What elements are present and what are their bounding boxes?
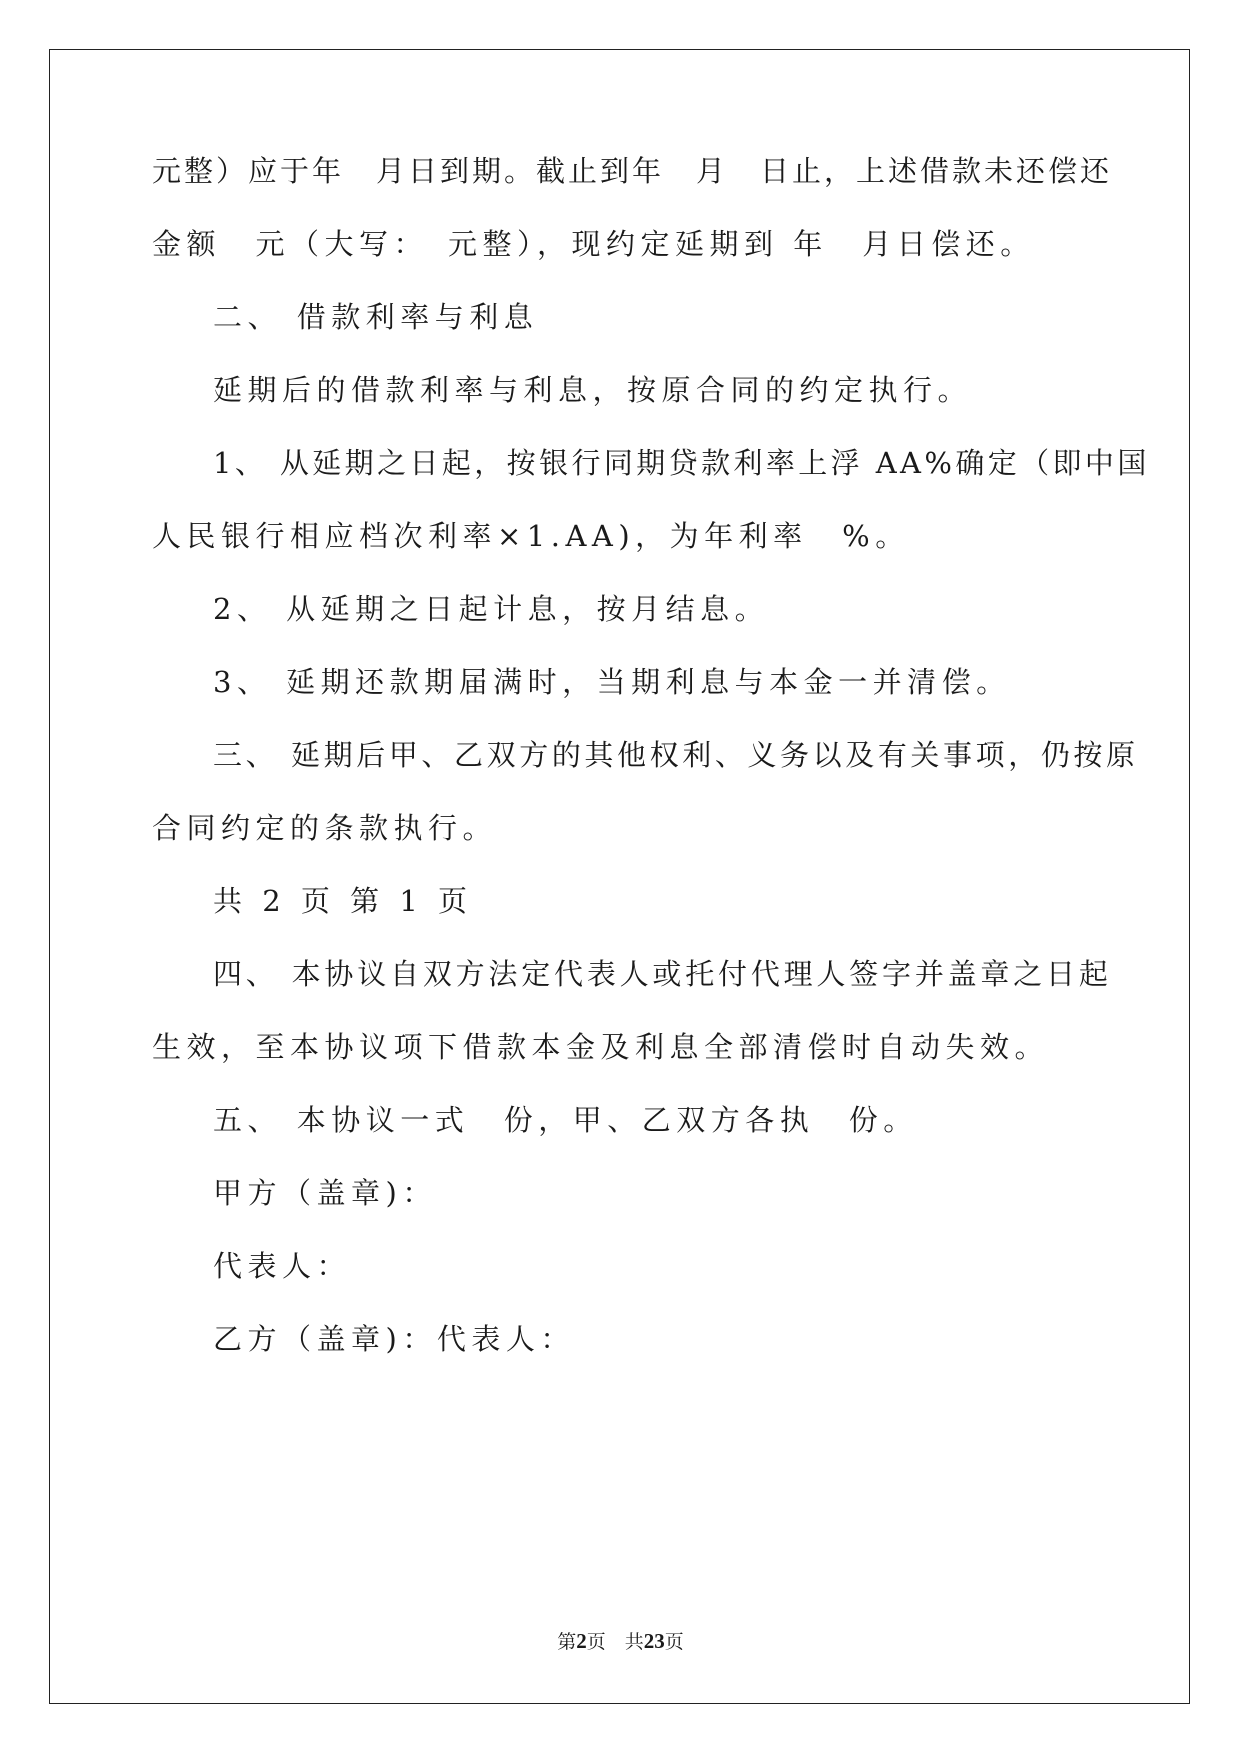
footer-middle: 页 共 [586, 1631, 644, 1653]
footer-current-page: 2 [576, 1629, 587, 1653]
paragraph-line: 1、 从延期之日起，按银行同期贷款利率上浮 AA%确定（即中国 [213, 446, 1150, 480]
paragraph-line: 延期后的借款利率与利息，按原合同的约定执行。 [213, 373, 973, 407]
footer-total-pages: 23 [643, 1629, 665, 1653]
section-heading: 二、 借款利率与利息 [213, 300, 539, 334]
section-heading: 五、 本协议一式 份，甲、乙双方各执 份。 [213, 1103, 918, 1137]
paragraph-line: 2、 从延期之日起计息，按月结息。 [213, 592, 770, 626]
paragraph-line: 合同约定的条款执行。 [152, 811, 498, 845]
paragraph-line: 人民银行相应档次利率×1.AA)，为年利率 %。 [152, 519, 910, 553]
footer-prefix: 第 [557, 1631, 577, 1653]
paragraph-line: 金额 元（大写： 元整），现约定延期到 年 月日偿还。 [152, 227, 1035, 261]
page-footer [0, 1627, 1241, 1654]
inline-page-marker: 共 2 页 第 1 页 [213, 884, 473, 918]
page-border [49, 49, 1190, 1704]
paragraph-line: 生效，至本协议项下借款本金及利息全部清偿时自动失效。 [152, 1030, 1050, 1064]
paragraph-line: 元整）应于年 月日到期。截止到年 月 日止，上述借款未还偿还 [152, 154, 1113, 188]
section-heading: 四、 本协议自双方法定代表人或托付代理人签字并盖章之日起 [213, 957, 1112, 991]
footer-suffix: 页 [664, 1631, 684, 1653]
section-heading: 三、 延期后甲、乙双方的其他权利、义务以及有关事项，仍按原 [213, 738, 1139, 772]
signature-line-representative: 代表人： [213, 1249, 352, 1283]
signature-line-party-b: 乙方（盖章)：代表人： [213, 1322, 575, 1356]
signature-line-party-a: 甲方（盖章)： [213, 1176, 437, 1210]
paragraph-line: 3、 延期还款期届满时，当期利息与本金一并清偿。 [213, 665, 1011, 699]
